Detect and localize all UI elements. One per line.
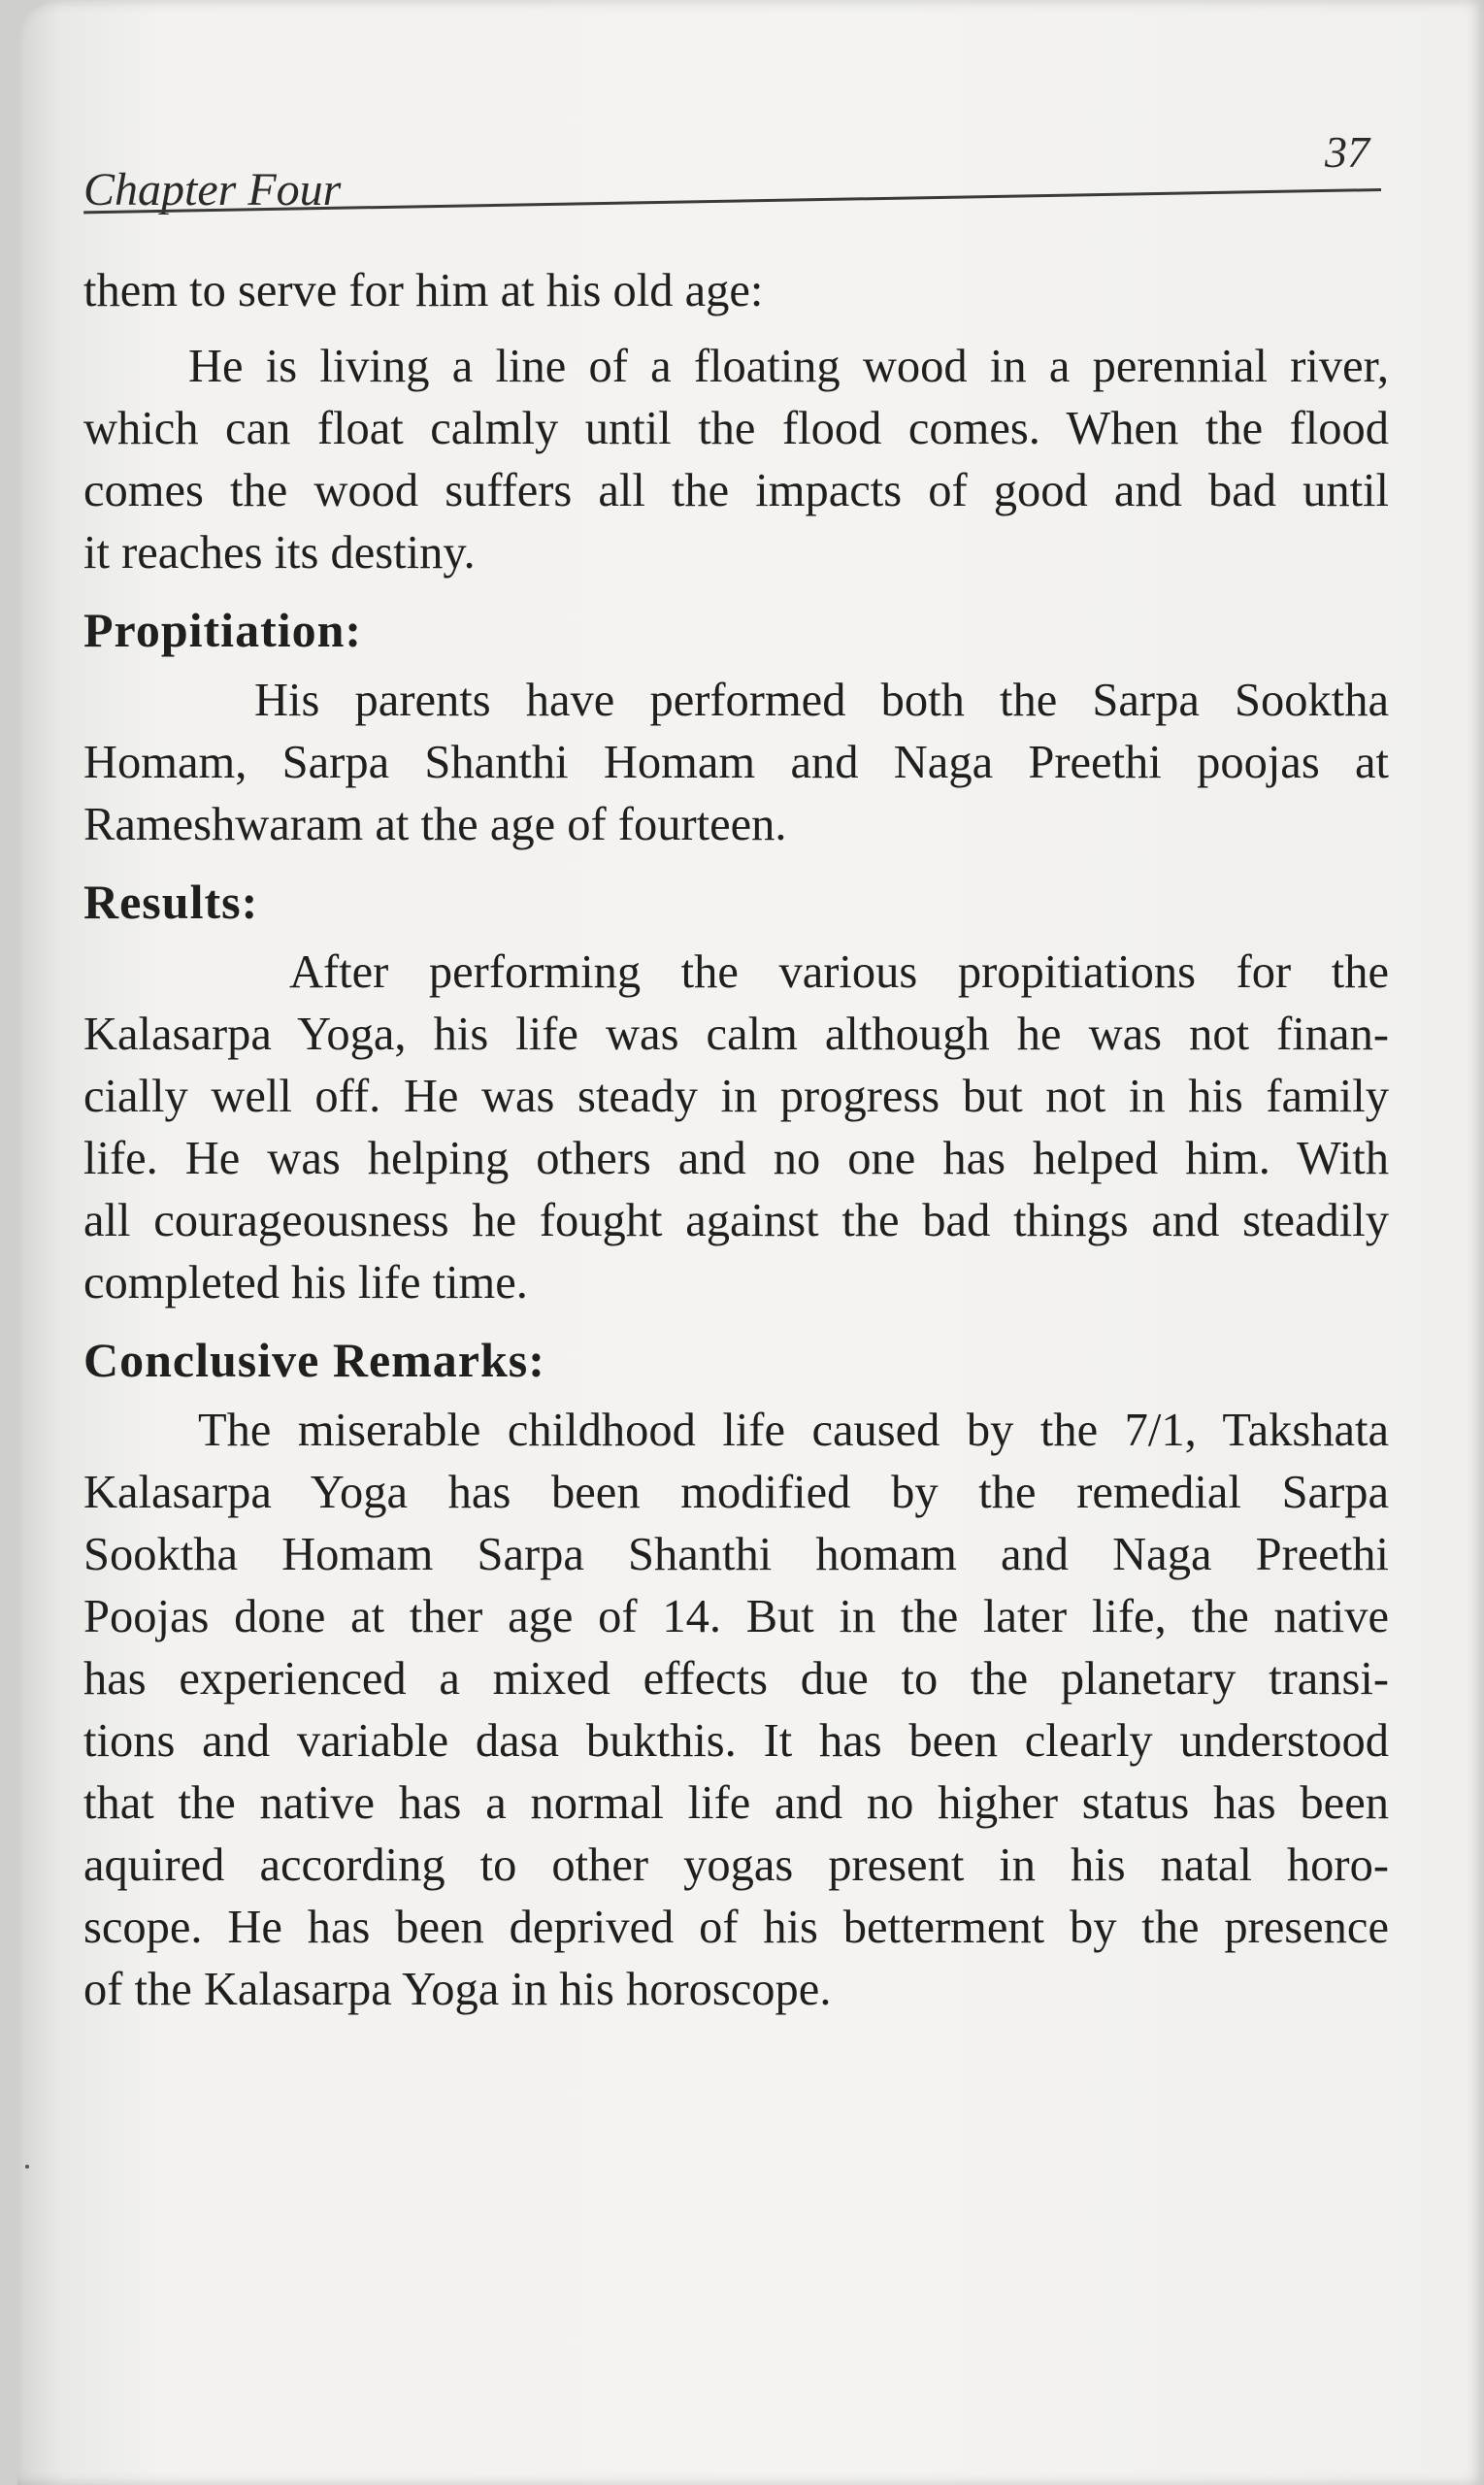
text-line: His parents have performed both the Sarpa Sooktha	[254, 675, 1389, 726]
text-line: Kalasarpa Yoga has been modified by the remedial Sarpa	[83, 1467, 1389, 1518]
text-line: scope. He has been deprived of his betterment by the presence	[83, 1902, 1389, 1953]
propitiation-heading: Propitiation:	[83, 603, 363, 657]
paragraph-floating-wood	[83, 336, 1389, 584]
results-paragraph	[83, 942, 1389, 1314]
text-line: comes the wood suffers all the impacts of good and bad until	[83, 465, 1389, 516]
text-line: all courageousness he fought against the bad things and steadily	[83, 1195, 1389, 1246]
text-line: The miserable childhood life caused by the 7/1, Takshata	[198, 1405, 1389, 1456]
paragraph-continuation	[83, 260, 1389, 322]
text-line: has experienced a mixed effects due to the planetary transi-	[83, 1653, 1389, 1705]
text-line: it reaches its destiny.	[83, 527, 476, 579]
text-line: them to serve for him at his old age:	[83, 265, 764, 316]
propitiation-paragraph	[83, 670, 1389, 856]
text-line: cially well off. He was steady in progress but not in his family	[83, 1071, 1389, 1122]
book-page	[17, 0, 1484, 2485]
text-line: completed his life time.	[83, 1257, 528, 1309]
text-line: Homam, Sarpa Shanthi Homam and Naga Preethi poojas at	[83, 737, 1389, 788]
results-heading: Results:	[83, 875, 259, 929]
text-line: which can float calmly until the flood comes. When the flood	[83, 403, 1389, 454]
chapter-title: Chapter Four	[83, 164, 342, 215]
text-line: tions and variable dasa bukthis. It has been clearly understood	[83, 1715, 1389, 1767]
paper-speck	[25, 2165, 29, 2169]
text-line: Kalasarpa Yoga, his life was calm although he was not finan-	[83, 1009, 1389, 1060]
text-line: Poojas done at ther age of 14. But in the later life, the native	[83, 1591, 1389, 1642]
conclusive-remarks-paragraph	[83, 1400, 1389, 2021]
page-body	[83, 260, 1389, 2021]
text-line: Sooktha Homam Sarpa Shanthi homam and Naga Preethi	[83, 1529, 1389, 1580]
text-line: aquired according to other yogas present in his natal horo-	[83, 1839, 1389, 1891]
page-header	[66, 116, 1381, 238]
conclusive-remarks-heading: Conclusive Remarks:	[83, 1333, 545, 1387]
text-line: After performing the various propitiations for the	[289, 946, 1389, 998]
text-line: that the native has a normal life and no higher status has been	[83, 1777, 1389, 1829]
text-line: life. He was helping others and no one has helped him. With	[83, 1133, 1389, 1184]
text-line: He is living a line of a floating wood in a perennial river,	[188, 341, 1389, 392]
page-number: 37	[1325, 127, 1369, 177]
text-line: of the Kalasarpa Yoga in his horoscope.	[83, 1964, 832, 2015]
text-line: Rameshwaram at the age of fourteen.	[83, 799, 787, 850]
